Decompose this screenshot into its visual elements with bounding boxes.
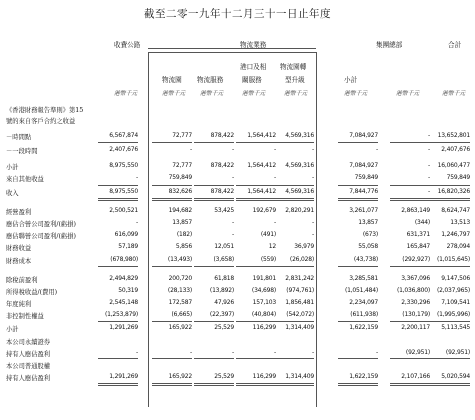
column-rule [236, 383, 276, 384]
table-cell: - [312, 231, 314, 238]
header-logistics-group: 物流業務 [240, 41, 267, 49]
row-label: 持有人應佔盈利 [6, 375, 51, 382]
table-cell: - [136, 349, 138, 356]
table-cell: 2,234,097 [349, 299, 378, 306]
table-cell: 7,084,927 [349, 132, 378, 139]
table-cell: 2,107,166 [401, 373, 430, 380]
column-rule [390, 383, 430, 384]
unit-col-5: 港幣千元 [284, 91, 308, 97]
table-cell: - [376, 349, 378, 356]
column-rule [390, 266, 430, 267]
table-cell: 5,856 [175, 243, 192, 250]
table-cell: 191,801 [252, 275, 276, 282]
column-rule [194, 321, 234, 322]
table-cell: 8,975,550 [109, 188, 138, 195]
row-label: 非控制性權益 [6, 313, 44, 320]
table-cell: (2,037,965) [436, 287, 470, 294]
table-cell: (130,179) [402, 311, 430, 318]
table-cell: 878,422 [210, 132, 234, 139]
header-port-line1: 港口及相 [240, 63, 267, 71]
column-rule [390, 321, 430, 322]
table-cell: 13,652,801 [437, 132, 470, 139]
column-rule [430, 198, 470, 199]
column-rule [194, 198, 234, 199]
column-rule [98, 142, 138, 143]
table-cell: 194,682 [168, 207, 192, 214]
column-rule [338, 200, 378, 201]
column-rule [274, 198, 314, 199]
row-label: 應佔聯營公司盈利/(虧損) [6, 233, 77, 240]
table-cell: 7,109,541 [441, 299, 470, 306]
column-rule [338, 198, 378, 199]
header-toll-roads: 收費公路 [114, 41, 141, 49]
column-rule [430, 200, 470, 201]
row-label: －一段時間 [6, 148, 38, 155]
table-cell: - [274, 146, 276, 153]
column-rule [152, 185, 192, 186]
column-rule [274, 185, 314, 186]
table-cell: 1,291,269 [109, 373, 138, 380]
column-rule [152, 385, 192, 386]
row-label: 除稅前盈利 [6, 277, 38, 284]
table-cell: 53,425 [214, 207, 234, 214]
table-cell: 13,857 [172, 219, 192, 226]
column-rule [338, 142, 378, 143]
column-rule [338, 383, 378, 384]
table-cell: 631,371 [406, 231, 430, 238]
column-rule [430, 383, 470, 384]
table-cell: 5,113,545 [441, 324, 470, 331]
unit-col-1: 港幣千元 [114, 91, 138, 97]
table-cell: 7,084,927 [349, 162, 378, 169]
box-top-border [148, 52, 316, 53]
table-cell: (491) [260, 231, 276, 238]
page-title: 截至二零一九年十二月三十一日止年度 [144, 8, 331, 20]
row-label: 財務收益 [6, 245, 32, 252]
row-label: 經營盈利 [6, 209, 32, 216]
table-cell: 4,569,316 [285, 188, 314, 195]
column-rule [338, 321, 378, 322]
column-rule [194, 185, 234, 186]
header-logistics-park: 物流園 [162, 76, 182, 84]
column-rule [152, 266, 192, 267]
table-cell: 1,622,159 [349, 373, 378, 380]
unit-col-2: 港幣千元 [162, 91, 186, 97]
column-rule [98, 185, 138, 186]
column-rule [152, 142, 192, 143]
table-cell: 759,849 [354, 174, 378, 181]
table-cell: (344) [414, 219, 430, 226]
table-cell: 61,818 [214, 275, 234, 282]
table-cell: - [190, 349, 192, 356]
table-cell: 116,299 [252, 324, 276, 331]
table-cell: 278,094 [446, 243, 470, 250]
table-cell: 36,979 [294, 243, 314, 250]
table-cell: 1,246,797 [441, 231, 470, 238]
table-cell: - [312, 349, 314, 356]
table-cell: (22,397) [209, 311, 234, 318]
table-cell: 4,569,316 [285, 162, 314, 169]
table-cell: 47,926 [214, 299, 234, 306]
table-cell: (92,951) [445, 349, 470, 356]
column-rule [236, 185, 276, 186]
row-label: 號的來自客戶合約之收益 [6, 118, 76, 125]
column-rule [194, 383, 234, 384]
column-rule [152, 358, 192, 359]
column-rule [274, 142, 314, 143]
table-cell: (1,015,645) [436, 256, 470, 263]
table-cell: 878,422 [210, 162, 234, 169]
column-rule [274, 266, 314, 267]
header-logistics-services: 物流服務 [197, 76, 224, 84]
table-cell: (43,738) [353, 256, 378, 263]
table-cell: 50,319 [118, 287, 138, 294]
table-cell: 13,857 [358, 219, 378, 226]
table-cell: 6,567,874 [109, 132, 138, 139]
table-cell: - [274, 219, 276, 226]
table-cell: (1,995,996) [436, 311, 470, 318]
table-cell: 3,285,581 [349, 275, 378, 282]
table-cell: 116,299 [252, 373, 276, 380]
table-cell: 8,624,747 [441, 207, 470, 214]
table-cell: - [232, 231, 234, 238]
table-cell: (1,036,800) [396, 287, 430, 294]
column-rule [194, 358, 234, 359]
table-cell: 1,314,409 [285, 324, 314, 331]
row-label: 本公司普通股權 [6, 363, 51, 370]
table-cell: - [274, 174, 276, 181]
column-rule [98, 266, 138, 267]
header-subtotal: 小計 [344, 76, 358, 84]
table-cell: (6,665) [171, 311, 192, 318]
column-rule [152, 200, 192, 201]
table-cell: (3,658) [213, 256, 234, 263]
table-cell: 9,147,506 [441, 275, 470, 282]
column-rule [98, 321, 138, 322]
unit-col-3: 港幣千元 [200, 91, 224, 97]
unit-col-4: 港幣千元 [242, 91, 266, 97]
table-cell: 16,060,477 [437, 162, 470, 169]
column-rule [274, 200, 314, 201]
table-cell: (26,028) [289, 256, 314, 263]
column-rule [236, 358, 276, 359]
table-cell: - [232, 219, 234, 226]
row-label: －時間點 [6, 134, 32, 141]
unit-col-7: 港幣千元 [396, 91, 420, 97]
table-cell: 25,529 [214, 373, 234, 380]
table-cell: (182) [176, 231, 192, 238]
box-right-border [316, 52, 317, 407]
table-cell: - [428, 174, 430, 181]
column-rule [236, 142, 276, 143]
table-cell: - [232, 146, 234, 153]
table-cell: 1,564,412 [247, 188, 276, 195]
table-cell: (678,980) [110, 256, 138, 263]
table-cell: 759,849 [168, 174, 192, 181]
column-rule [274, 358, 314, 359]
table-cell: 832,626 [168, 188, 192, 195]
column-rule [236, 266, 276, 267]
table-cell: 759,849 [446, 174, 470, 181]
table-cell: 72,777 [172, 132, 192, 139]
table-cell: - [312, 146, 314, 153]
table-cell: 3,261,077 [349, 207, 378, 214]
column-rule [152, 383, 192, 384]
table-cell: 55,058 [358, 243, 378, 250]
table-cell: 165,922 [168, 324, 192, 331]
column-rule [430, 385, 470, 386]
table-cell: 2,407,676 [441, 146, 470, 153]
column-rule [194, 266, 234, 267]
table-cell: (673) [362, 231, 378, 238]
column-rule [152, 198, 192, 199]
column-rule [390, 185, 430, 186]
row-label: 小計 [6, 164, 19, 171]
table-cell: 2,545,148 [109, 299, 138, 306]
table-cell: 1,564,412 [247, 132, 276, 139]
column-rule [338, 266, 378, 267]
row-label: 所得稅收益/(費用) [6, 289, 58, 296]
table-cell: 2,200,117 [401, 324, 430, 331]
unit-col-8: 港幣千元 [442, 91, 466, 97]
column-rule [390, 358, 430, 359]
column-rule [390, 198, 430, 199]
table-cell: 16,820,326 [437, 188, 470, 195]
table-cell: 12 [268, 243, 276, 250]
column-rule [430, 321, 470, 322]
table-cell: 2,863,149 [401, 207, 430, 214]
table-cell: 25,529 [214, 324, 234, 331]
table-cell: - [136, 174, 138, 181]
column-rule [274, 321, 314, 322]
table-cell: - [428, 162, 430, 169]
column-rule [338, 185, 378, 186]
column-rule [236, 200, 276, 201]
header-hq: 集團總部 [376, 41, 403, 49]
column-rule [194, 142, 234, 143]
table-cell: (559) [260, 256, 276, 263]
table-cell: 57,189 [118, 243, 138, 250]
table-cell: (40,804) [251, 311, 276, 318]
row-label: 來自其他收益 [6, 176, 44, 183]
column-rule [236, 385, 276, 386]
table-cell: - [312, 174, 314, 181]
table-cell: - [428, 132, 430, 139]
column-rule [98, 200, 138, 201]
table-cell: 1,314,409 [285, 373, 314, 380]
table-cell: - [136, 219, 138, 226]
column-rule [338, 385, 378, 386]
table-cell: 2,831,242 [285, 275, 314, 282]
table-cell: 1,291,269 [109, 324, 138, 331]
table-cell: 8,975,550 [109, 162, 138, 169]
row-label: 收入 [6, 190, 19, 197]
table-cell: (611,938) [350, 311, 378, 318]
row-label: 財務成本 [6, 258, 32, 265]
table-cell: - [190, 146, 192, 153]
table-cell: 2,330,296 [401, 299, 430, 306]
column-rule [98, 383, 138, 384]
column-rule [274, 385, 314, 386]
table-cell: (542,072) [286, 311, 314, 318]
column-rule [430, 266, 470, 267]
table-cell: - [312, 219, 314, 226]
row-label: 應佔合營公司盈利/(虧損) [6, 221, 77, 228]
table-cell: 5,020,594 [441, 373, 470, 380]
table-cell: 2,407,676 [109, 146, 138, 153]
table-cell: - [232, 349, 234, 356]
table-cell: 165,922 [168, 373, 192, 380]
table-cell: - [428, 188, 430, 195]
table-cell: 72,777 [172, 162, 192, 169]
table-cell: 13,513 [450, 219, 470, 226]
table-cell: (13,892) [209, 287, 234, 294]
header-upgrade-line2: 型升級 [285, 76, 305, 84]
column-rule [98, 358, 138, 359]
column-rule [390, 142, 430, 143]
table-cell: 1,856,481 [285, 299, 314, 306]
header-upgrade-line1: 物流園轉 [280, 63, 307, 71]
header-total: 合計 [448, 41, 462, 49]
unit-col-6: 港幣千元 [344, 91, 368, 97]
column-rule [338, 358, 378, 359]
column-rule [194, 200, 234, 201]
table-cell: (28,133) [167, 287, 192, 294]
header-port-line2: 關服務 [242, 76, 262, 84]
table-cell: (13,493) [167, 256, 192, 263]
column-rule [390, 385, 430, 386]
column-rule [430, 358, 470, 359]
table-cell: - [376, 146, 378, 153]
column-rule [430, 185, 470, 186]
row-label: 年度純利 [6, 301, 32, 308]
column-rule [194, 385, 234, 386]
table-cell: 878,422 [210, 188, 234, 195]
row-label: 小計 [6, 326, 19, 333]
table-cell: 172,587 [168, 299, 192, 306]
table-cell: (1,253,879) [104, 311, 138, 318]
column-rule [390, 200, 430, 201]
table-cell: 4,569,316 [285, 132, 314, 139]
table-cell: 1,564,412 [247, 162, 276, 169]
table-cell: - [274, 349, 276, 356]
table-cell: - [232, 174, 234, 181]
table-cell: (1,051,484) [344, 287, 378, 294]
column-rule [274, 383, 314, 384]
row-label: 《香港財務報告準則》第15 [6, 107, 84, 114]
table-cell: 2,494,829 [109, 275, 138, 282]
table-cell: 157,103 [252, 299, 276, 306]
group-underline [148, 48, 316, 49]
table-cell: (974,761) [286, 287, 314, 294]
column-rule [236, 321, 276, 322]
table-cell: (292,927) [402, 256, 430, 263]
column-rule [98, 198, 138, 199]
column-rule [98, 385, 138, 386]
column-rule [152, 321, 192, 322]
table-cell: 200,720 [168, 275, 192, 282]
table-cell: 3,367,096 [401, 275, 430, 282]
table-cell: 12,051 [214, 243, 234, 250]
table-cell: 7,844,776 [349, 188, 378, 195]
table-cell: (92,951) [405, 349, 430, 356]
table-cell: - [428, 146, 430, 153]
table-cell: 2,820,291 [285, 207, 314, 214]
table-cell: 192,679 [252, 207, 276, 214]
table-cell: 2,500,521 [109, 207, 138, 214]
row-label: 持有人應佔盈利 [6, 351, 51, 358]
column-rule [430, 142, 470, 143]
table-cell: 616,099 [114, 231, 138, 238]
table-cell: 1,622,159 [349, 324, 378, 331]
table-cell: (34,698) [251, 287, 276, 294]
column-rule [236, 198, 276, 199]
row-label: 本公司永續證券 [6, 339, 51, 346]
table-cell: 165,847 [406, 243, 430, 250]
